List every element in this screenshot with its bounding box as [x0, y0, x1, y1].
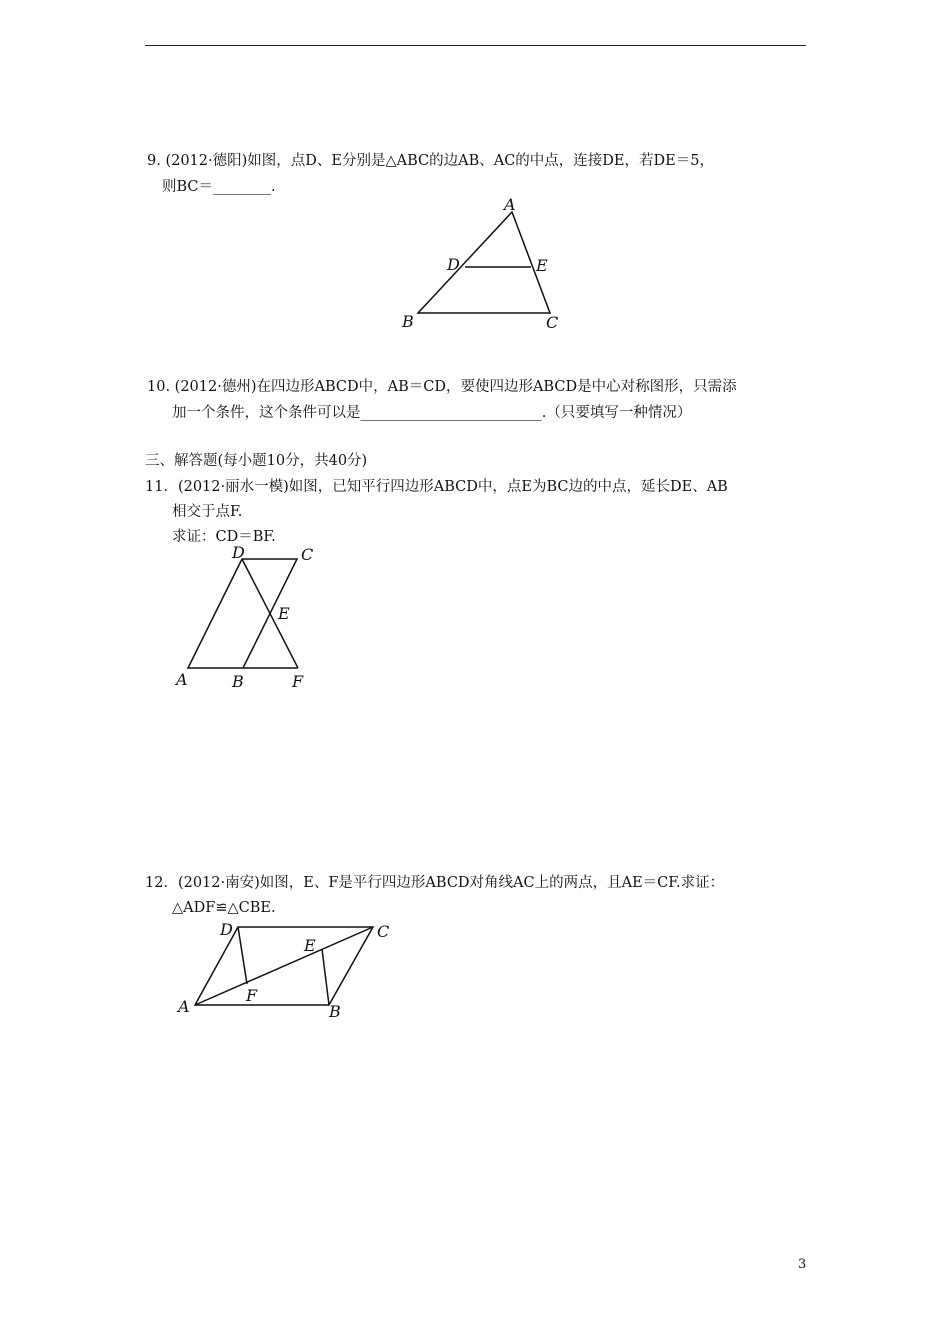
- q11-line-1: 11．(2012·丽水一模)如图，已知平行四边形ABCD中，点E为BC边的中点，延长DE、AB: [145, 479, 728, 495]
- label-a: A: [176, 670, 188, 689]
- label-a: A: [504, 195, 516, 214]
- label-f: F: [292, 672, 304, 691]
- q9-line-2: 则BC＝________.: [162, 179, 276, 195]
- label-e: E: [278, 604, 290, 623]
- q10-line-2: 加一个条件，这个条件可以是_________________________.（只要填写一种情况）: [172, 405, 692, 421]
- label-b: B: [402, 312, 414, 331]
- q12-line-1: 12．(2012·南安)如图，E、F是平行四边形ABCD对角线AC上的两点，且AE＝CF.求证：: [145, 875, 725, 891]
- label-a: A: [178, 997, 190, 1016]
- label-c: C: [546, 313, 559, 332]
- q11-line-2: 相交于点F.: [172, 504, 243, 520]
- label-e: E: [304, 936, 316, 955]
- q9-triangle-figure: [390, 190, 580, 340]
- q12-parallelogram-figure: [170, 915, 410, 1025]
- segment-df: [238, 927, 247, 984]
- page-number: 3: [798, 1257, 807, 1272]
- label-f: F: [246, 986, 258, 1005]
- section-heading: 三、解答题(每小题10分，共40分): [145, 453, 368, 469]
- q11-line-3: 求证：CD＝BF.: [172, 529, 276, 545]
- label-d: D: [220, 920, 233, 939]
- q10-line-1: 10. (2012·德州)在四边形ABCD中，AB＝CD，要使四边形ABCD是中心对称图形，只需添: [147, 379, 737, 395]
- q9-line-1: 9. (2012·德阳)如图，点D、E分别是△ABC的边AB、AC的中点，连接DE，若DE＝5，: [147, 153, 714, 169]
- triangle-abc: [418, 212, 550, 313]
- header-rule: [145, 45, 806, 46]
- label-e: E: [536, 256, 548, 275]
- label-c: C: [377, 922, 390, 941]
- label-c: C: [301, 545, 314, 564]
- label-d: D: [232, 543, 245, 562]
- q12-line-2: △ADF≌△CBE.: [172, 900, 276, 916]
- q11-parallelogram-figure: [170, 542, 330, 692]
- label-b: B: [232, 672, 244, 691]
- label-d: D: [447, 255, 460, 274]
- segment-be: [322, 949, 329, 1005]
- label-b: B: [329, 1002, 341, 1021]
